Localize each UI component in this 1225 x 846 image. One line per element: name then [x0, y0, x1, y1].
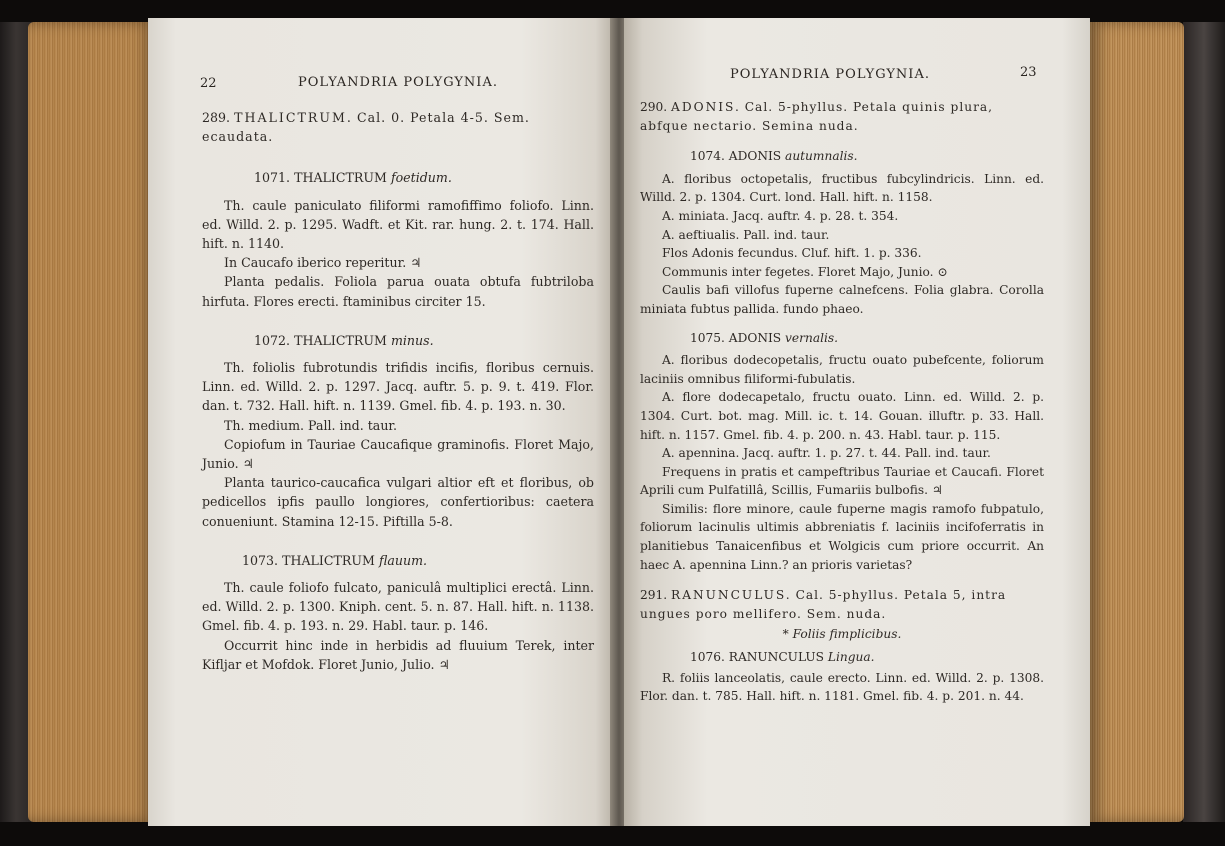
genus-name: ADONIS.	[671, 100, 741, 114]
paragraph: Similis: flore minore, caule fuperne magis ramofo fubpatulo, foliorum lacinulis ultimis abbreniatis f. laciniis incifoferratis in planitiebus Tanaicenfibus et Wolgicis cum priore occurrit. An haec A. apennina Linn.? an prioris varietas?	[640, 501, 1044, 572]
genus-number: 291.	[640, 588, 668, 603]
paragraph: Copiofum in Tauriae Caucafique graminofis. Floret Majo, Junio. ♃	[202, 436, 594, 472]
species-genus: ADONIS	[728, 330, 782, 345]
paragraph: A. flore dodecapetalo, fructu ouato. Linn. ed. Willd. 2. p. 1304. Curt. bot. mag. Mill. ic. t. 14. Gouan. illuftr. p. 33. Hall. hift. n. 1157. Gmel. fib. 4. p. 200. n. 43. Habl. taur. p. 115.	[640, 390, 1044, 442]
species-genus: RANUNCULUS	[728, 650, 824, 665]
genus-description: Cal. 5-phyllus. Petala quinis plura, abfque nectario. Semina nuda.	[640, 100, 994, 133]
genus-description: Cal. 0. Petala 4-5. Sem. ecaudata.	[202, 110, 530, 145]
left-page	[148, 18, 614, 826]
paragraph: Th. caule paniculato filiformi ramofiffimo foliofo. Linn. ed. Willd. 2. p. 1295. Wadft. et Kit. rar. hung. 2. t. 174. Hall. hift. n. 1140.	[202, 197, 594, 252]
paragraph: A. floribus dodecopetalis, fructu ouato pubefcente, foliorum laciniis omnibus filiformi-fubulatis.	[640, 353, 1044, 386]
genus-number: 289.	[202, 110, 231, 125]
running-header: POLYANDRIA POLYGYNIA.	[298, 75, 498, 90]
species-number: 1071.	[254, 170, 291, 186]
right-page	[624, 18, 1090, 826]
genus-name: RANUNCULUS.	[671, 588, 792, 603]
paragraph: Planta taurico-caucafica vulgari altior eft et floribus, ob pedicellos ipfis paullo longiores, confertioribus: caetera conueniunt. Stamina 12-15. Piftilla 5-8.	[202, 475, 594, 529]
species-epithet: Lingua.	[827, 650, 875, 665]
genus-description: Cal. 5-phyllus. Petala 5, intra ungues poro mellifero. Sem. nuda.	[640, 588, 1007, 621]
species-title	[640, 329, 1044, 348]
species-epithet: minus.	[390, 332, 434, 348]
genus-number: 290.	[640, 100, 668, 114]
species-epithet: flauum.	[378, 552, 428, 568]
genus-heading	[202, 108, 594, 146]
page-number: 23	[1020, 65, 1037, 80]
page-edges-left	[28, 22, 156, 822]
genus-heading	[640, 586, 1044, 623]
paragraph: Th. foliolis fubrotundis trifidis incifis, floribus cernuis. Linn. ed. Willd. 2. p. 1297. Jacq. auftr. 5. p. 9. t. 419. Flor. dan. t. 732. Hall. hift. n. 1139. Gmel. fib. 4. p. 193. n. 30.	[202, 360, 594, 414]
species-title	[202, 551, 594, 570]
genus-name: THALICTRUM.	[234, 110, 353, 125]
paragraph: Caulis bafi villofus fuperne calnefcens. Folia glabra. Corolla miniata fubtus pallida. fundo phaeo.	[640, 283, 1044, 316]
species-title	[640, 648, 1044, 667]
species-title	[202, 168, 594, 187]
paragraph: A. aeftiualis. Pall. ind. taur.	[662, 227, 830, 242]
species-epithet: autumnalis.	[785, 149, 858, 164]
paragraph: Planta pedalis. Foliola parua ouata obtufa fubtriloba hirfuta. Flores erecti. ftaminibus circiter 15.	[202, 274, 594, 309]
paragraph: Frequens in pratis et campeftribus Tauriae et Caucafi. Floret Aprili cum Pulfatillâ, Scillis, Fumariis bulbofis. ♃	[640, 464, 1044, 498]
species-genus: THALICTRUM	[294, 332, 387, 348]
species-number: 1072.	[254, 332, 291, 348]
paragraph: Th. medium. Pall. ind. taur.	[224, 417, 398, 433]
page-edges-right	[1088, 22, 1184, 822]
species-number: 1074.	[690, 149, 725, 164]
species-title	[202, 331, 594, 350]
species-genus: THALICTRUM	[294, 170, 387, 186]
species-genus: ADONIS	[728, 149, 782, 164]
paragraph: Occurrit hinc inde in herbidis ad fluuium Terek, inter Kifljar et Mofdok. Floret Junio, Julio. ♃	[202, 637, 594, 672]
running-header: POLYANDRIA POLYGYNIA.	[730, 67, 930, 82]
paragraph: Flos Adonis fecundus. Cluf. hift. 1. p. 336.	[662, 246, 922, 261]
right-page-body	[640, 98, 1044, 706]
species-number: 1073.	[242, 552, 279, 568]
species-epithet: vernalis.	[785, 330, 839, 345]
section-heading: * Foliis fimplicibus.	[782, 627, 902, 642]
paragraph: A. apennina. Jacq. auftr. 1. p. 27. t. 44. Pall. ind. taur.	[662, 446, 991, 461]
paragraph: R. foliis lanceolatis, caule erecto. Linn. ed. Willd. 2. p. 1308. Flor. dan. t. 785. Hall. hift. n. 1181. Gmel. fib. 4. p. 201. n. 44.	[640, 670, 1044, 704]
genus-heading	[640, 98, 1044, 135]
species-genus: THALICTRUM	[282, 552, 375, 568]
species-number: 1076.	[690, 650, 725, 665]
paragraph: A. floribus octopetalis, fructibus fubcylindricis. Linn. ed. Willd. 2. p. 1304. Curt. lond. Hall. hift. n. 1158.	[640, 171, 1044, 205]
species-title	[640, 147, 1044, 166]
paragraph: Communis inter fegetes. Floret Majo, Junio. ⊙	[662, 264, 948, 279]
page-number: 22	[200, 76, 217, 91]
paragraph: In Caucafo iberico reperitur. ♃	[224, 255, 422, 271]
book-cover-right	[1183, 22, 1225, 822]
paragraph: Th. caule foliofo fulcato, paniculâ multiplici erectâ. Linn. ed. Willd. 2. p. 1300. Kniph. cent. 5. n. 87. Hall. hift. n. 1138. Gmel. fib. 4. p. 193. n. 29. Habl. taur. p. 146.	[202, 580, 594, 634]
left-page-body	[202, 108, 594, 674]
species-epithet: foetidum.	[390, 170, 452, 186]
paragraph: A. miniata. Jacq. auftr. 4. p. 28. t. 354.	[662, 208, 899, 223]
species-number: 1075.	[690, 330, 725, 345]
